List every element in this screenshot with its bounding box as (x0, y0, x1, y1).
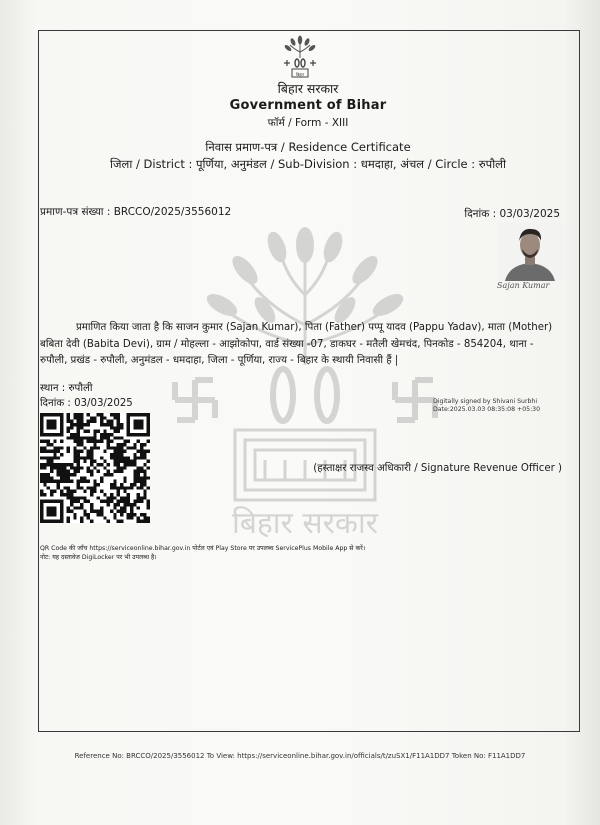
reference-footer: Reference No: BRCCO/2025/3556012 To View: https://serviceonline.bihar.gov.in/officials/t/zuSX1/F11A1DD7 Token No: F11A1DD7 (74, 752, 526, 760)
bihar-emblem-icon (278, 34, 322, 78)
digilocker-note: नोट: यह दस्तावेज DigiLocker पर भी उपलब्ध है। (40, 554, 157, 561)
certificate-date: दिनांक : 03/03/2025 (464, 208, 560, 220)
issue-place: स्थान : रुपौली (40, 383, 93, 394)
emblem-caption: बिहार (295, 72, 305, 77)
subdivision-label: अनुमंडल / Sub-Division : (230, 157, 358, 171)
district-value: पूर्णिया, (196, 157, 228, 171)
district-label: जिला / District : (110, 157, 193, 171)
govt-title-hindi: बिहार सरकार (277, 81, 339, 96)
applicant-signature: Sajan Kumar (497, 281, 550, 290)
watermark-text: बिहार सरकार (231, 506, 379, 541)
certificate-body: प्रमाणित किया जाता है कि साजन कुमार (Sajan Kumar), पिता (Father) पप्पू यादव (Pappu Yadav), माता (Mother) बबिता देवी (Babita Devi), ग्राम / मोहल्ला - आझोकोपा, वार्ड संख्या -07, डाकघर - मतैली खेमचंद, पिनकोड - 854204, थाना - रुपौली, प्रखंड - रुपौली, अनुमंडल - धमदाहा, जिला - पूर्णिया, राज्य - बिहार के स्थायी निवासी हैं | (40, 322, 553, 366)
govt-title-english: Government of Bihar (229, 98, 387, 113)
digital-signature-line1: Digitally signed by Shivani Surbhi (433, 398, 538, 405)
circle-value: रुपौली (478, 157, 506, 171)
qr-code (40, 413, 150, 523)
digital-signature-line2: Date:2025.03.03 08:35:08 +05:30 (433, 406, 541, 413)
certificate-title: निवास प्रमाण-पत्र / Residence Certificate (205, 140, 411, 154)
subdivision-value: धमदाहा, (360, 157, 397, 171)
qr-verification-note: QR Code की जाँच https://serviceonline.bihar.gov.in पोर्टल एवं Play Store पर उपलब्ध ServicePlus Mobile App से करें। (40, 545, 366, 552)
circle-label: अंचल / Circle : (400, 157, 476, 171)
jurisdiction-line (38, 157, 578, 172)
form-number: फॉर्म / Form - XIII (267, 117, 349, 129)
bihar-emblem-watermark (165, 215, 445, 550)
certificate-number: प्रमाण-पत्र संख्या : BRCCO/2025/3556012 (40, 206, 232, 218)
digital-signature (433, 398, 540, 414)
issue-date: दिनांक : 03/03/2025 (40, 398, 133, 409)
signature-officer: (हस्ताक्षर राजस्व अधिकारी / Signature Revenue Officer ) (313, 463, 562, 474)
applicant-photo (497, 223, 563, 281)
